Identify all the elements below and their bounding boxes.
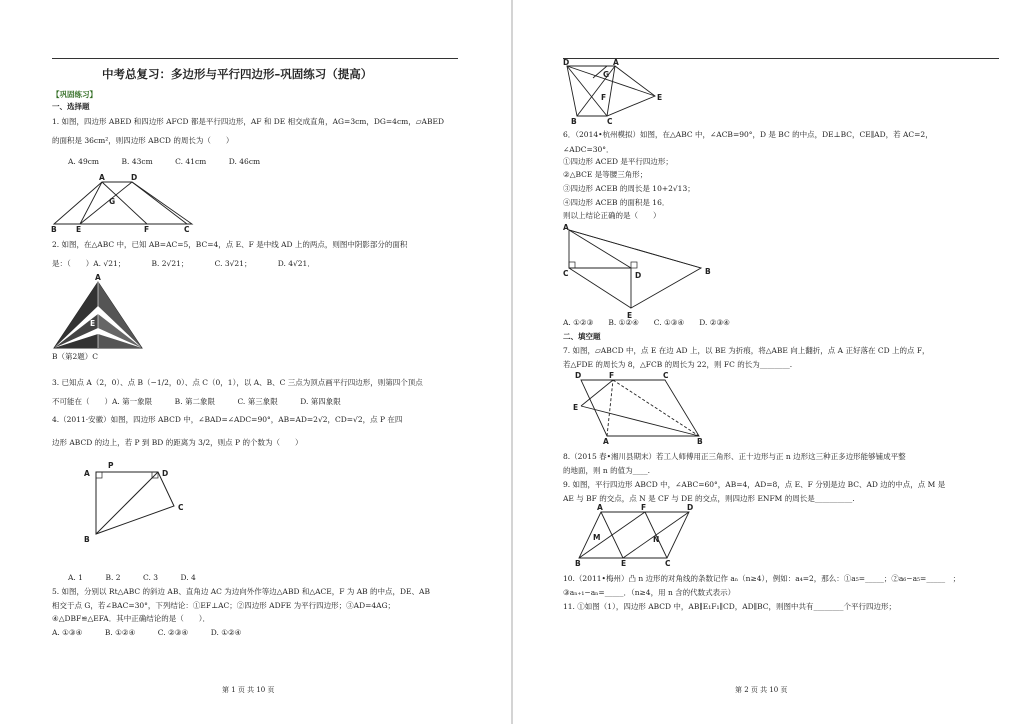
q5-text-line3: ④△DBF≌△EFA．其中正确结论的是（ ）．: [52, 614, 210, 623]
q4-options: A. 1 B. 2 C. 3 D. 4: [68, 573, 196, 582]
q6-statement-3: ③四边形 ACEB 的周长是 10+2√13；: [563, 184, 695, 193]
svg-text:B: B: [575, 559, 581, 568]
document-page-1: [52, 0, 512, 724]
section-tag: 【巩固练习】: [52, 90, 97, 99]
svg-text:M: M: [593, 533, 601, 542]
q8-text-line1: 8.（2015 春•湘川县期末）若工人师傅用正三角形、正十边形与正 n 边形这三种正多边形能够铺成平整: [563, 452, 906, 461]
page-footer-1: 第 1 页 共 10 页: [222, 686, 275, 694]
q7-figure: [573, 371, 735, 446]
q5-options: A. ①③④ B. ①②④ C. ②③④ D. ①②④: [52, 628, 242, 637]
q4-text-line2: 边形 ABCD 的边上，若 P 到 BD 的距离为 3/2，则点 P 的个数为（ ）: [52, 438, 303, 447]
svg-text:A: A: [95, 273, 101, 282]
q2-caption: B（第2题）C: [52, 352, 99, 361]
svg-text:G: G: [603, 70, 610, 79]
q5-figure: [563, 58, 673, 126]
q3-text-line2: 不可能在（ ）A. 第一象限 B. 第二象限 C. 第三象限 D. 第四象限: [52, 397, 341, 406]
page-footer-2: 第 2 页 共 10 页: [735, 686, 788, 694]
q6-statement-4: ④四边形 ACEB 的面积是 16．: [563, 198, 670, 207]
q5-text-line1: 5. 如图，分别以 Rt△ABC 的斜边 AB、直角边 AC 为边向外作等边△ABD 和△ACE，F 为 AB 的中点，DE、AB: [52, 587, 430, 596]
q10-text-line2: ③aₙ₊₁−aₙ=_____．（n≥4，用 n 含的代数式表示）: [563, 588, 736, 597]
q9-text-line2: AE 与 BF 的交点，点 N 是 CF 与 DE 的交点，则四边形 ENFM 的周长是__________.: [563, 494, 855, 503]
q5-text-line2: 相交于点 G，若∠BAC=30°，下列结论：①EF⊥AC；②四边形 ADFE 为平行四边形；③AD=4AG；: [52, 601, 396, 610]
svg-text:D: D: [162, 469, 169, 478]
svg-text:B: B: [51, 225, 57, 234]
svg-text:P: P: [108, 461, 114, 470]
q6-options: A. ①②③ B. ①②④ C. ①③④ D. ②③④: [563, 318, 730, 327]
q10-text-line1: 10.（2011•梅州）凸 n 边形的对角线的条数记作 aₙ（n≥4），例如：a₄=2，那么：①a₅=_____；②a₆−a₅=_____ ；: [563, 574, 961, 583]
svg-text:F: F: [609, 371, 615, 380]
svg-text:D: D: [575, 371, 582, 380]
svg-text:D: D: [563, 58, 570, 67]
q7-text-line1: 7. 如图，▱ABCD 中，点 E 在边 AD 上，以 BE 为折痕，将△ABE 向上翻折，点 A 正好落在 CD 上的点 F，: [563, 346, 930, 355]
q6-text-line1: 6．（2014•杭州模拟）如图，在△ABC 中，∠ACB=90°，D 是 BC 的中点，DE⊥BC，CE∥AD，若 AC=2，: [563, 130, 933, 139]
svg-text:A: A: [84, 469, 90, 478]
svg-text:A: A: [563, 223, 569, 232]
svg-text:E: E: [76, 225, 82, 234]
document-page-2: [563, 0, 1023, 724]
q9-figure: [569, 503, 709, 568]
q6-statement-1: ①四边形 ACED 是平行四边形；: [563, 157, 673, 166]
svg-text:C: C: [607, 117, 613, 126]
q6-figure: [563, 222, 723, 322]
svg-text:A: A: [603, 437, 609, 446]
svg-text:C: C: [665, 559, 671, 568]
q9-text-line1: 9. 如图，平行四边形 ABCD 中，∠ABC=60°，AB=4，AD=8，点 E、F 分别是边 BC、AD 边的中点，点 M 是: [563, 480, 946, 489]
header-rule: [52, 58, 458, 59]
svg-text:E: E: [573, 403, 579, 412]
svg-text:C: C: [178, 503, 184, 512]
svg-text:C: C: [563, 269, 569, 278]
svg-text:C: C: [663, 371, 669, 380]
q6-statement-5: 则以上结论正确的是（ ）: [563, 211, 661, 220]
svg-text:A: A: [597, 503, 603, 512]
svg-text:F: F: [641, 503, 647, 512]
svg-text:D: D: [131, 173, 138, 182]
q6-text-line2: ∠ADC=30°．: [563, 145, 614, 154]
q1-text-line2: 的面积是 36cm²，则四边形 ABCD 的周长为（ ）: [52, 136, 234, 145]
svg-text:A: A: [99, 173, 105, 182]
svg-text:E: E: [621, 559, 627, 568]
q4-text-line1: 4.（2011·安徽）如图，四边形 ABCD 中，∠BAD=∠ADC=90°，AB=AD=2√2，CD=√2，点 P 在四: [52, 415, 403, 424]
document-title: 中考总复习：多边形与平行四边形–巩固练习（提高）: [102, 67, 373, 81]
svg-text:D: D: [687, 503, 694, 512]
svg-text:E: E: [657, 93, 663, 102]
q1-figure: [52, 174, 202, 234]
q1-text-line1: 1. 如图，四边形 ABED 和四边形 AFCD 都是平行四边形，AF 和 DE 相交成直角，AG=3cm，DG=4cm，▱ABED: [52, 117, 444, 126]
svg-text:C: C: [184, 225, 190, 234]
svg-text:F: F: [601, 93, 607, 102]
header-rule: [563, 58, 999, 59]
q2-text-line2: 是：（ ）A. √21； B. 2√21； C. 3√21； D. 4√21．: [52, 259, 315, 268]
svg-text:N: N: [653, 535, 660, 544]
svg-text:D: D: [635, 271, 642, 280]
section-heading-choice: 一、选择题: [52, 102, 90, 111]
q8-text-line2: 的地面，则 n 的值为____.: [563, 466, 650, 475]
q6-statement-2: ②△BCE 是等腰三角形；: [563, 170, 648, 179]
svg-text:B: B: [84, 535, 90, 544]
q3-text-line1: 3. 已知点 A（2，0）、点 B（−1/2，0）、点 C（0，1），以 A、B、C 三点为顶点画平行四边形，则第四个顶点: [52, 378, 423, 387]
svg-text:B: B: [697, 437, 703, 446]
svg-text:B: B: [571, 117, 577, 126]
q4-figure: [82, 458, 202, 548]
q1-options: A. 49cm B. 43cm C. 41cm D. 46cm: [68, 157, 261, 166]
section-heading-fill: 二、填空题: [563, 332, 601, 341]
svg-text:E: E: [627, 311, 633, 320]
q11-text-line1: 11. ①如图（1），四边形 ABCD 中，AB∥E₁F₁∥CD，AD∥BC，则图中共有________个平行四边形；: [563, 602, 897, 611]
q2-text-line1: 2. 如图，在△ABC 中，已知 AB=AC=5，BC=4，点 E、F 是中线 AD 上的两点，则图中阴影部分的面积: [52, 240, 408, 249]
svg-text:B: B: [705, 267, 711, 276]
svg-text:A: A: [613, 58, 619, 67]
svg-text:F: F: [144, 225, 150, 234]
q7-text-line2: 若△FDE 的周长为 8，△FCB 的周长为 22，则 FC 的长为________.: [563, 360, 793, 369]
svg-text:G: G: [109, 197, 116, 206]
svg-text:E: E: [90, 319, 96, 328]
